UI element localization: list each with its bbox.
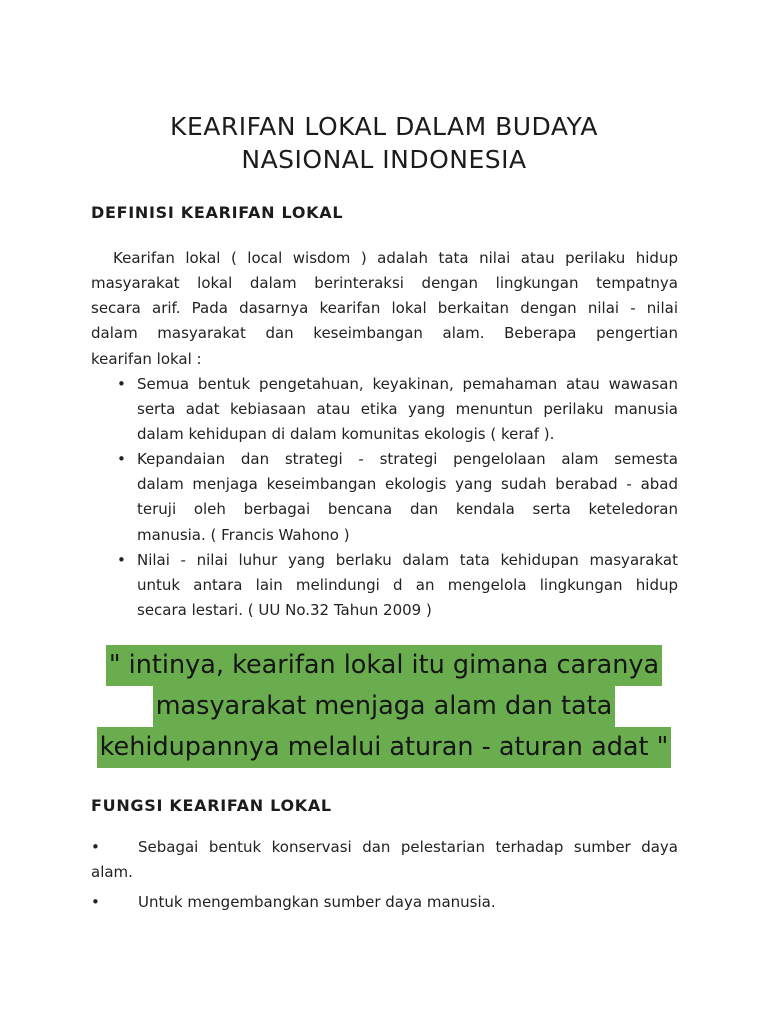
bullet-item [91,548,678,623]
document-title [0,110,768,176]
quote-line [0,686,768,727]
bullet-icon: • [91,892,100,911]
bullet-text-line: dalam kehidupan di dalam komunitas ekologis ( keraf ). [137,424,555,443]
bullet-icon: • [117,450,126,469]
bullet-icon: • [91,837,100,856]
paragraph-line: Kearifan lokal ( local wisdom ) adalah tata nilai atau perilaku hidup [113,249,678,267]
bullet-text-line: secara lestari. ( UU No.32 Tahun 2009 ) [137,600,432,619]
section-heading-fungsi: FUNGSI KEARIFAN LOKAL [91,796,332,815]
bullet-text-line: alam. [91,862,133,881]
bullet-text-line: Untuk mengembangkan sumber daya manusia. [138,892,496,911]
quote-line [0,645,768,686]
bullet-text-line: Kepandaian dan strategi - strategi pengelolaan alam semesta [137,450,678,469]
quote-line-text: " intinya, kearifan lokal itu gimana caranya [106,645,662,686]
bullet-item [91,835,678,885]
bullet-text-line: Sebagai bentuk konservasi dan pelestarian terhadap sumber daya [138,837,678,856]
definition-bullet-list [91,372,678,623]
title-line: KEARIFAN LOKAL DALAM BUDAYA [170,112,598,141]
bullet-text-line: serta adat kebiasaan atau etika yang menuntun perilaku manusia [137,399,678,418]
title-line: NASIONAL INDONESIA [241,145,527,174]
bullet-item [91,447,678,548]
bullet-text-line: untuk antara lain melindungi d an mengelola lingkungan hidup [137,575,678,594]
paragraph-line: masyarakat lokal dalam berinteraksi dengan lingkungan tempatnya [91,274,678,293]
definition-paragraph [91,246,678,372]
bullet-icon: • [117,550,126,569]
paragraph-line: dalam masyarakat dan keseimbangan alam. Beberapa pengertian [91,324,678,343]
quote-line-text: kehidupannya melalui aturan - aturan adat " [97,727,672,768]
quote-line [0,727,768,768]
bullet-text-line: dalam menjaga keseimbangan ekologis yang sudah berabad - abad [137,475,678,494]
bullet-text-line: Nilai - nilai luhur yang berlaku dalam tata kehidupan masyarakat [137,550,678,569]
bullet-icon: • [117,374,126,393]
bullet-item [91,890,678,915]
function-bullet-list [91,835,678,915]
highlighted-quote [0,645,768,768]
definition-section-body [91,246,678,623]
bullet-text-line: Semua bentuk pengetahuan, keyakinan, pemahaman atau wawasan [137,374,678,393]
paragraph-line: secara arif. Pada dasarnya kearifan lokal berkaitan dengan nilai - nilai [91,299,678,318]
bullet-item [91,372,678,447]
paragraph-line: kearifan lokal : [91,349,202,368]
bullet-text-line: manusia. ( Francis Wahono ) [137,525,350,544]
section-heading-definisi: DEFINISI KEARIFAN LOKAL [91,203,344,222]
quote-line-text: masyarakat menjaga alam dan tata [153,686,616,727]
bullet-text-line: teruji oleh berbagai bencana dan kendala serta keteledoran [137,500,678,519]
